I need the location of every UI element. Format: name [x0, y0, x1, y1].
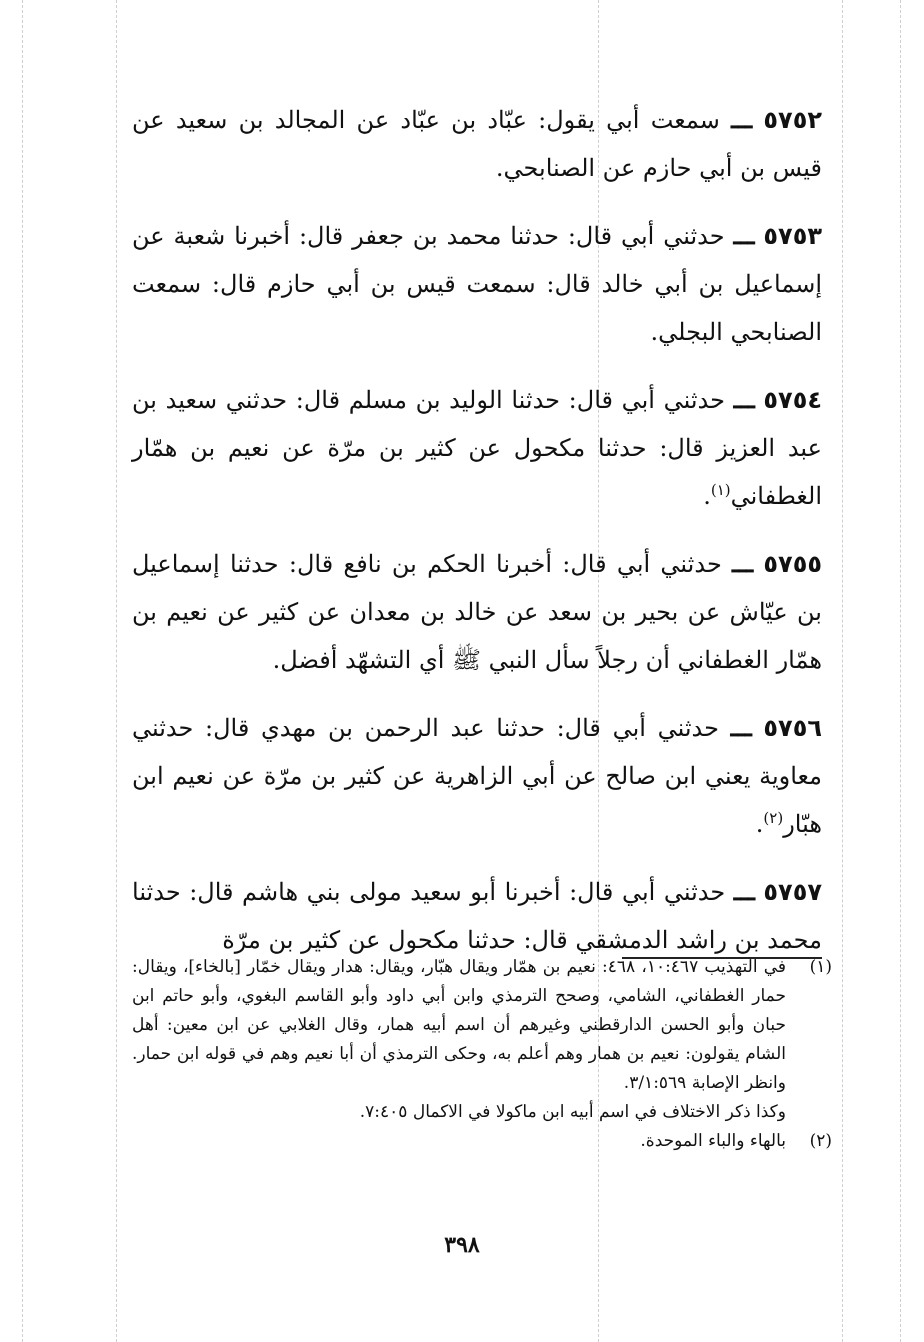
hadith-dash: ـــ [733, 221, 755, 250]
hadith-number: ٥٧٥٢ [763, 106, 822, 134]
footnote [132, 1127, 832, 1156]
hadith-text: سمعت أبي يقول: عبّاد بن عبّاد عن المجالد بن سعيد عن قيس بن أبي حازم عن الصنابحي. [132, 106, 822, 182]
hadith-text: حدثني أبي قال: أخبرنا الحكم بن نافع قال: حدثنا إسماعيل بن عيّاش عن بحير بن سعد عن خالد بن معدان عن كثير عن نعيم بن همّار الغطفاني أن رجلاً سأل النبي ﷺ أي التشهّد أفضل. [132, 550, 822, 674]
footnote-text: بالهاء والباء الموحدة. [640, 1131, 786, 1151]
hadith-dash: ـــ [733, 385, 755, 414]
hadith-number: ٥٧٥٦ [763, 714, 822, 742]
hadith-number: ٥٧٥٧ [763, 878, 822, 906]
hadith-entry [132, 868, 822, 964]
main-text [132, 96, 822, 984]
footnotes [132, 953, 832, 1156]
hadith-entry [132, 540, 822, 684]
hadith-text: حدثني أبي قال: حدثنا الوليد بن مسلم قال: حدثني سعيد بن عبد العزيز قال: حدثنا مكحول عن كثير بن مرّة عن نعيم بن همّار الغطفاني [132, 386, 822, 510]
footnote-text: في التهذيب ١٠:٤٦٧، ٤٦٨: نعيم بن همّار ويقال هبّار، ويقال: هدار ويقال خمّار [بالخاء]، ويقال: حمار الغطفاني، الشامي، وصحح الترمذي وابن أبي داود وأبو القاسم البغوي، وأبو حاتم ابن حبان وأبو الحسن الدارقطني وغيرهم أن اسم أبيه همار، وقال الغلابي عن ابن معين: أهل الشام يقولون: نعيم بن همار وهم أعلم به، وحكى الترمذي أن أبا نعيم وهم في قوله ابن حمار. وانظر الإصابة ٣/١:٥٦٩. [132, 957, 786, 1093]
margin-rule [116, 0, 117, 1342]
margin-rule [22, 0, 23, 1342]
hadith-number: ٥٧٥٤ [763, 386, 822, 414]
margin-rule [900, 0, 901, 1342]
footnote-reference[interactable]: (٢) [763, 809, 784, 827]
hadith-entry [132, 212, 822, 356]
hadith-text: حدثني أبي قال: حدثنا محمد بن جعفر قال: أخبرنا شعبة عن إسماعيل بن أبي خالد قال: سمعت قيس بن أبي حازم قال: سمعت الصنابحي البجلي. [132, 222, 822, 346]
hadith-entry [132, 96, 822, 192]
hadith-entry: ٥٧٥٤ ـــ حدثني أبي قال: حدثنا الوليد بن مسلم قال: حدثني سعيد بن عبد العزيز قال: حدثنا مكحول عن كثير بن مرّة عن نعيم بن همّار الغطفاني$^{(١)}$. [132, 385, 822, 510]
margin-rule [842, 0, 843, 1342]
hadith-text: حدثني أبي قال: أخبرنا أبو سعيد مولى بني هاشم قال: حدثنا محمد بن راشد الدمشقي قال: حدثنا مكحول عن كثير بن مرّة [132, 878, 822, 954]
footnote-number: (١) [809, 957, 832, 977]
hadith-dash: ـــ [730, 713, 752, 742]
hadith-number: ٥٧٥٣ [763, 222, 822, 250]
hadith-number: ٥٧٥٥ [763, 550, 822, 578]
hadith-text: حدثني أبي قال: حدثنا عبد الرحمن بن مهدي قال: حدثني معاوية يعني ابن صالح عن أبي الزاهرية عن كثير بن مرّة عن نعيم ابن هبّار [132, 714, 822, 838]
hadith-dash: ـــ [733, 877, 755, 906]
footnote-continuation: وكذا ذكر الاختلاف في اسم أبيه ابن ماكولا في الاكمال ٧:٤٠٥. [359, 1102, 786, 1122]
footnote-reference[interactable]: (١) [710, 481, 731, 499]
footnote [132, 953, 832, 1098]
page-number: ٣٩٨ [444, 1232, 480, 1258]
hadith-dash: ـــ [732, 549, 754, 578]
footnote-number: (٢) [809, 1131, 832, 1151]
hadith-entry: ٥٧٥٦ ـــ حدثني أبي قال: حدثنا عبد الرحمن بن مهدي قال: حدثني معاوية يعني ابن صالح عن أبي الزاهرية عن كثير بن مرّة عن نعيم ابن هبّار$^{(٢)}$. [132, 713, 822, 838]
hadith-dash: ـــ [731, 105, 753, 134]
